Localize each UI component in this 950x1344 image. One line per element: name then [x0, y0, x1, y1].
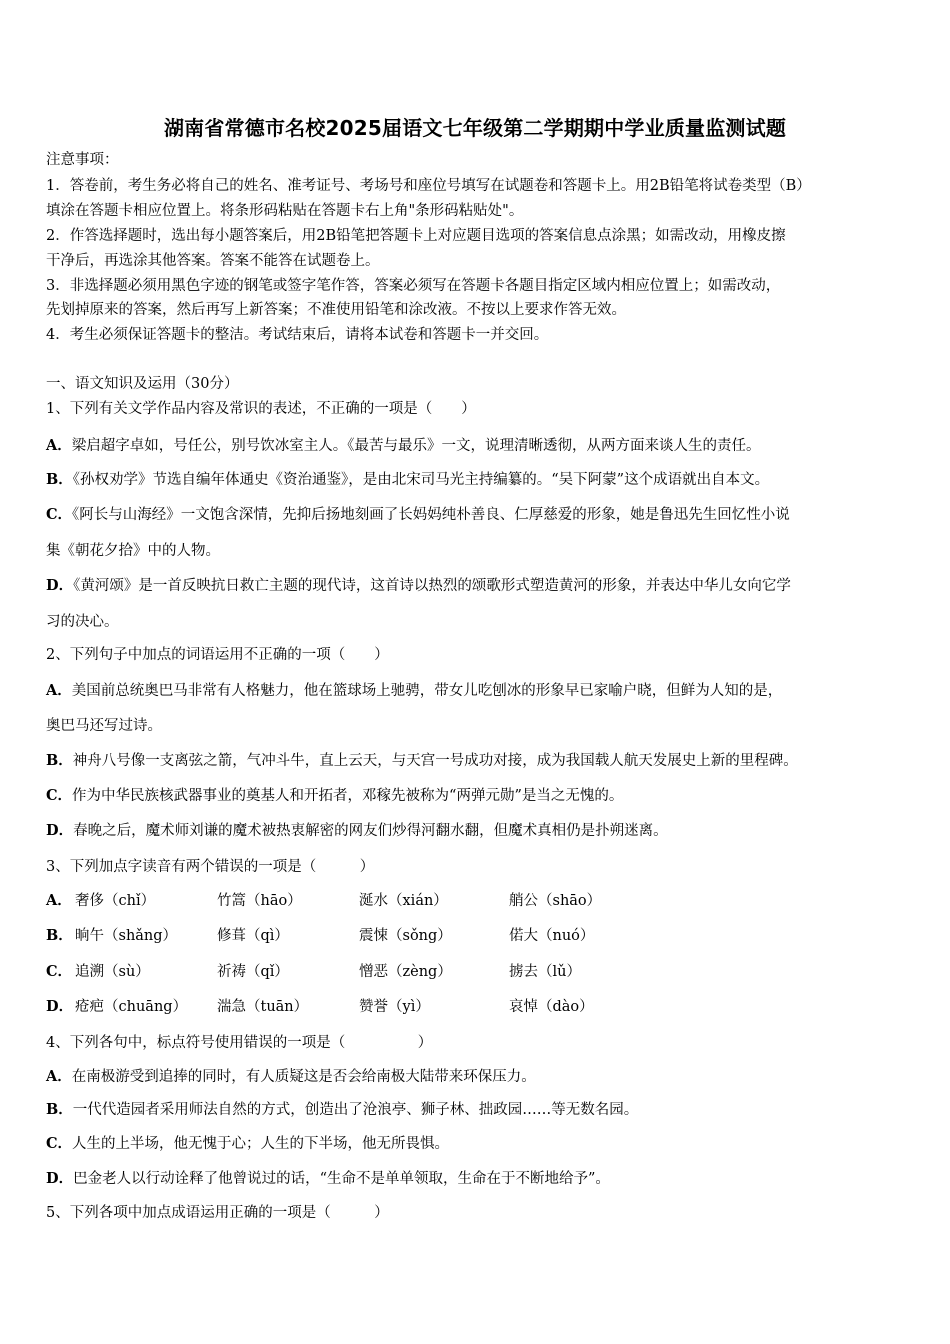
- option-text: 人生的上半场，他无愧于心；人生的下半场，他无所畏惧。: [72, 1136, 450, 1152]
- option-label: C．: [46, 1135, 73, 1152]
- notice-line: 2．作答选择题时，选出每小题答案后，用2B铅笔把答题卡上对应题目选项的答案信息点涂黑；如需改动，用橡皮擦: [46, 228, 786, 244]
- pinyin-item: 湍急（tuān）: [217, 999, 309, 1015]
- pinyin-item: 追溯（sù）: [75, 964, 150, 980]
- option-text: 一代代造园者采用师法自然的方式，创造出了沧浪亭、狮子林、拙政园……等无数名园。: [72, 1102, 639, 1118]
- option-label: B．: [46, 471, 73, 488]
- question-3-stem: 3、下列加点字读音有两个错误的一项是（ ）: [46, 859, 375, 875]
- option-label: B．: [46, 752, 73, 769]
- question-3-row-label: D．: [46, 998, 74, 1015]
- question-3-row-label: B．: [46, 927, 73, 944]
- question-1-option-b: [46, 470, 769, 490]
- question-1-option-d: [46, 576, 791, 596]
- pinyin-item: 偌大（nuó）: [509, 928, 595, 944]
- question-1-option-c-cont: 集《朝花夕拾》中的人物。: [46, 543, 220, 559]
- option-text: 巴金老人以行动诠释了他曾说过的话，“生命不是单单领取，生命在于不断地给予”。: [73, 1171, 610, 1187]
- pinyin-item: 奢侈（chǐ）: [75, 893, 156, 909]
- question-2-option-a: [46, 681, 782, 701]
- question-4-stem: 4、下列各句中，标点符号使用错误的一项是（ ）: [46, 1035, 433, 1051]
- notice-line: 填涂在答题卡相应位置上。将条形码粘贴在答题卡右上角"条形码粘贴处"。: [46, 203, 524, 219]
- question-1-option-d-cont: 习的决心。: [46, 614, 119, 630]
- question-1-option-a: [46, 436, 761, 456]
- question-4-option-d: [46, 1169, 610, 1189]
- option-label: A．: [46, 1068, 72, 1085]
- option-text: 梁启超字卓如，号任公，别号饮冰室主人。《最苦与最乐》一文，说理清晰透彻，从两方面来谈人生的责任。: [71, 438, 761, 454]
- option-label: D．: [46, 822, 74, 839]
- notice-line: 先划掉原来的答案，然后再写上新答案；不准使用铅笔和涂改液。不按以上要求作答无效。: [46, 302, 626, 318]
- pinyin-item: 晌午（shǎng）: [75, 928, 178, 944]
- option-label: A．: [46, 437, 72, 454]
- question-1-option-c: [46, 505, 790, 525]
- option-text: 《黄河颂》是一首反映抗日救亡主题的现代诗，这首诗以热烈的颂歌形式塑造黄河的形象，并表达中华儿女向它学: [73, 578, 791, 594]
- pinyin-item: 涎水（xián）: [359, 893, 448, 909]
- pinyin-item: 哀悼（dào）: [509, 999, 594, 1015]
- page-title: 湖南省常德市名校2025届语文七年级第二学期期中学业质量监测试题: [163, 116, 787, 140]
- option-text: 在南极游受到追捧的同时，有人质疑这是否会给南极大陆带来环保压力。: [71, 1069, 536, 1085]
- option-label: C．: [46, 506, 73, 523]
- pinyin-item: 憎恶（zèng）: [359, 964, 452, 980]
- question-4-option-b: [46, 1100, 638, 1120]
- question-4-option-a: [46, 1067, 536, 1087]
- pinyin-item: 掳去（lǔ）: [509, 964, 581, 980]
- question-4-option-c: [46, 1134, 449, 1154]
- pinyin-item: 祈祷（qǐ）: [217, 964, 289, 980]
- question-3-row-label: A．: [46, 892, 72, 909]
- option-label: C．: [46, 787, 73, 804]
- notice-line: 3．非选择题必须用黑色字迹的钢笔或签字笔作答，答案必须写在答题卡各题目指定区域内相应位置上；如需改动，: [46, 278, 781, 294]
- option-text: 神舟八号像一支离弦之箭，气冲斗牛，直上云天，与天宫一号成功对接，成为我国载人航天发展史上新的里程碑。: [72, 753, 798, 769]
- question-2-option-d: [46, 821, 668, 841]
- notice-line: 干净后，再选涂其他答案。答案不能答在试题卷上。: [46, 253, 380, 269]
- question-3-row-label: C．: [46, 963, 73, 980]
- pinyin-item: 艄公（shāo）: [509, 893, 602, 909]
- option-label: D．: [46, 1170, 74, 1187]
- question-2-option-c: [46, 786, 623, 806]
- question-5-stem: 5、下列各项中加点成语运用正确的一项是（ ）: [46, 1205, 389, 1221]
- notice-heading: 注意事项：: [46, 152, 119, 168]
- pinyin-item: 疮疤（chuāng）: [75, 999, 188, 1015]
- question-1-stem: 1、下列有关文学作品内容及常识的表述，不正确的一项是（ ）: [46, 401, 476, 417]
- pinyin-item: 赞誉（yì）: [359, 999, 430, 1015]
- option-text: 春晚之后，魔术师刘谦的魔术被热衷解密的网友们炒得河翻水翻，但魔术真相仍是扑朔迷离。: [73, 823, 668, 839]
- option-label: B．: [46, 1101, 73, 1118]
- question-2-option-b: [46, 751, 798, 771]
- pinyin-item: 震悚（sǒng）: [359, 928, 452, 944]
- option-text: 作为中华民族核武器事业的奠基人和开拓者，邓稼先被称为“两弹元勋”是当之无愧的。: [72, 788, 624, 804]
- option-text: 《孙权劝学》节选自编年体通史《资治通鉴》，是由北宋司马光主持编纂的。“吴下阿蒙”这个成语就出自本文。: [72, 472, 770, 488]
- option-label: D．: [46, 577, 74, 594]
- pinyin-item: 修葺（qì）: [217, 928, 289, 944]
- question-2-option-a-cont: 奥巴马还写过诗。: [46, 718, 162, 734]
- option-label: A．: [46, 682, 72, 699]
- notice-line: 1．答卷前，考生务必将自己的姓名、准考证号、考场号和座位号填写在试题卷和答题卡上。用2B铅笔将试卷类型（B）: [46, 178, 811, 194]
- question-2-stem: 2、下列句子中加点的词语运用不正确的一项（ ）: [46, 647, 389, 663]
- notice-line: 4．考生必须保证答题卡的整洁。考试结束后，请将本试卷和答题卡一并交回。: [46, 327, 549, 343]
- section-heading: 一、语文知识及运用（30分）: [46, 376, 239, 392]
- pinyin-item: 竹篙（hāo）: [217, 893, 302, 909]
- option-text: 美国前总统奥巴马非常有人格魅力，他在篮球场上驰骋，带女儿吃刨冰的形象早已家喻户晓，但鲜为人知的是，: [71, 683, 783, 699]
- option-text: 《阿长与山海经》一文饱含深情，先抑后扬地刻画了长妈妈纯朴善良、仁厚慈爱的形象，她是鲁迅先生回忆性小说: [72, 507, 790, 523]
